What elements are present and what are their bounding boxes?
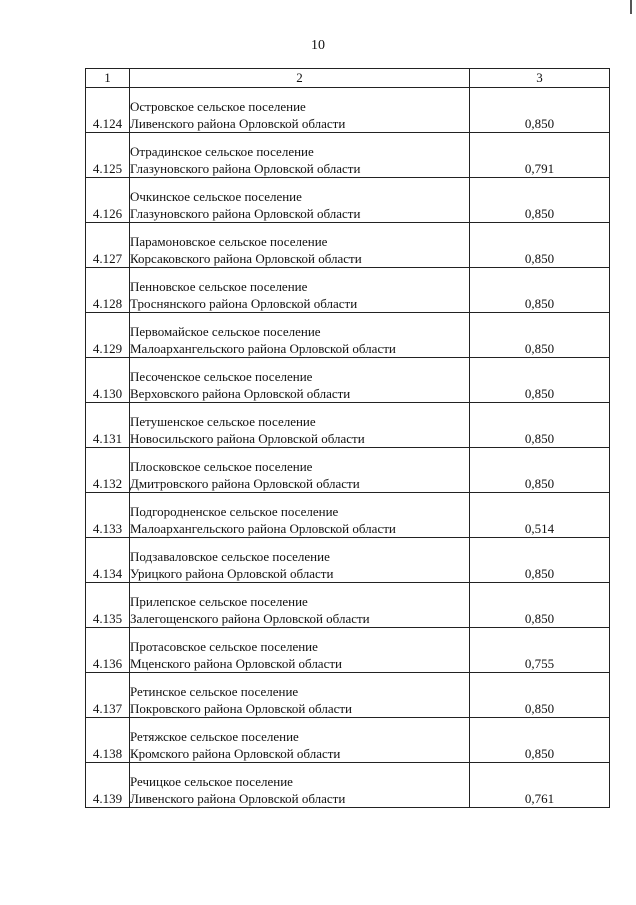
settlement-name-line-1: Пенновское сельское поселение: [130, 279, 308, 294]
table-row: [86, 88, 610, 133]
settlement-name-line-2: Урицкого района Орловской области: [130, 566, 334, 581]
table-row: [86, 178, 610, 223]
table-row: [86, 223, 610, 268]
settlement-name-line-2: Троснянского района Орловской области: [130, 296, 358, 311]
settlement-name-line-1: Островское сельское поселение: [130, 99, 306, 114]
settlement-name: [130, 763, 470, 808]
settlement-name-line-2: Верховского района Орловской области: [130, 386, 351, 401]
coefficient-value: 0,850: [470, 313, 610, 358]
table-row: [86, 358, 610, 403]
coefficient-value: 0,755: [470, 628, 610, 673]
settlement-name-line-1: Ретинское сельское поселение: [130, 684, 299, 699]
table-row: [86, 628, 610, 673]
settlement-name-line-1: Прилепское сельское поселение: [130, 594, 308, 609]
row-number: 4.136: [86, 628, 130, 673]
settlement-name-line-2: Дмитровского района Орловской области: [130, 476, 360, 491]
table-row: [86, 718, 610, 763]
table-row: [86, 448, 610, 493]
column-header-2: 2: [130, 69, 470, 88]
row-number: 4.131: [86, 403, 130, 448]
coefficient-value: 0,850: [470, 88, 610, 133]
column-header-3: 3: [470, 69, 610, 88]
settlement-name: [130, 358, 470, 403]
coefficient-value: 0,514: [470, 493, 610, 538]
coefficient-value: 0,850: [470, 268, 610, 313]
column-header-1: 1: [86, 69, 130, 88]
coefficient-value: 0,850: [470, 673, 610, 718]
settlement-name: [130, 223, 470, 268]
settlement-name-line-2: Глазуновского района Орловской области: [130, 206, 361, 221]
scan-edge-mark: [630, 0, 632, 14]
coefficient-value: 0,850: [470, 403, 610, 448]
settlement-name-line-2: Малоархангельского района Орловской области: [130, 341, 396, 356]
row-number: 4.130: [86, 358, 130, 403]
settlement-name-line-1: Протасовское сельское поселение: [130, 639, 318, 654]
table-header-row: [86, 69, 610, 88]
settlement-name-line-2: Покровского района Орловской области: [130, 701, 353, 716]
settlement-name: [130, 448, 470, 493]
row-number: 4.134: [86, 538, 130, 583]
settlement-name: [130, 178, 470, 223]
settlement-name-line-1: Песоченское сельское поселение: [130, 369, 313, 384]
settlement-name: [130, 583, 470, 628]
table-row: [86, 313, 610, 358]
settlement-name-line-1: Подзаваловское сельское поселение: [130, 549, 330, 564]
settlement-name: [130, 493, 470, 538]
settlement-name-line-2: Глазуновского района Орловской области: [130, 161, 361, 176]
table-row: [86, 403, 610, 448]
settlement-name-line-2: Кромского района Орловской области: [130, 746, 341, 761]
row-number: 4.137: [86, 673, 130, 718]
settlement-name-line-2: Залегощенского района Орловской области: [130, 611, 370, 626]
row-number: 4.127: [86, 223, 130, 268]
page-number: 10: [311, 38, 325, 53]
row-number: 4.138: [86, 718, 130, 763]
settlement-name-line-2: Корсаковского района Орловской области: [130, 251, 362, 266]
settlement-name-line-1: Парамоновское сельское поселение: [130, 234, 328, 249]
settlement-name-line-1: Первомайское сельское поселение: [130, 324, 321, 339]
settlement-name: [130, 133, 470, 178]
settlement-name-line-1: Плосковское сельское поселение: [130, 459, 313, 474]
coefficient-value: 0,850: [470, 358, 610, 403]
table-row: [86, 268, 610, 313]
row-number: 4.129: [86, 313, 130, 358]
settlement-name-line-2: Новосильского района Орловской области: [130, 431, 365, 446]
row-number: 4.128: [86, 268, 130, 313]
coefficient-value: 0,761: [470, 763, 610, 808]
row-number: 4.139: [86, 763, 130, 808]
coefficient-value: 0,850: [470, 448, 610, 493]
table-row: [86, 763, 610, 808]
settlement-name: [130, 268, 470, 313]
coefficient-value: 0,850: [470, 538, 610, 583]
settlement-name-line-2: Ливенского района Орловской области: [130, 116, 346, 131]
table-row: [86, 583, 610, 628]
settlement-name: [130, 313, 470, 358]
coefficient-value: 0,850: [470, 178, 610, 223]
table-row: [86, 538, 610, 583]
table-row: [86, 493, 610, 538]
table-row: [86, 673, 610, 718]
coefficient-value: 0,850: [470, 223, 610, 268]
row-number: 4.124: [86, 88, 130, 133]
settlement-name-line-1: Очкинское сельское поселение: [130, 189, 302, 204]
settlement-name: [130, 628, 470, 673]
settlement-name-line-1: Подгородненское сельское поселение: [130, 504, 339, 519]
coefficient-value: 0,850: [470, 718, 610, 763]
row-number: 4.133: [86, 493, 130, 538]
settlement-name: [130, 673, 470, 718]
row-number: 4.135: [86, 583, 130, 628]
row-number: 4.126: [86, 178, 130, 223]
settlement-name: [130, 718, 470, 763]
coefficient-value: 0,850: [470, 583, 610, 628]
settlement-name-line-1: Отрадинское сельское поселение: [130, 144, 314, 159]
settlement-name: [130, 403, 470, 448]
table-row: [86, 133, 610, 178]
settlement-name-line-2: Малоархангельского района Орловской области: [130, 521, 396, 536]
settlement-name: [130, 538, 470, 583]
settlement-name: [130, 88, 470, 133]
settlements-table: [85, 68, 610, 808]
settlement-name-line-2: Ливенского района Орловской области: [130, 791, 346, 806]
row-number: 4.132: [86, 448, 130, 493]
settlement-name-line-1: Ретяжское сельское поселение: [130, 729, 299, 744]
coefficient-value: 0,791: [470, 133, 610, 178]
settlement-name-line-1: Петушенское сельское поселение: [130, 414, 316, 429]
settlement-name-line-2: Мценского района Орловской области: [130, 656, 342, 671]
row-number: 4.125: [86, 133, 130, 178]
settlement-name-line-1: Речицкое сельское поселение: [130, 774, 293, 789]
